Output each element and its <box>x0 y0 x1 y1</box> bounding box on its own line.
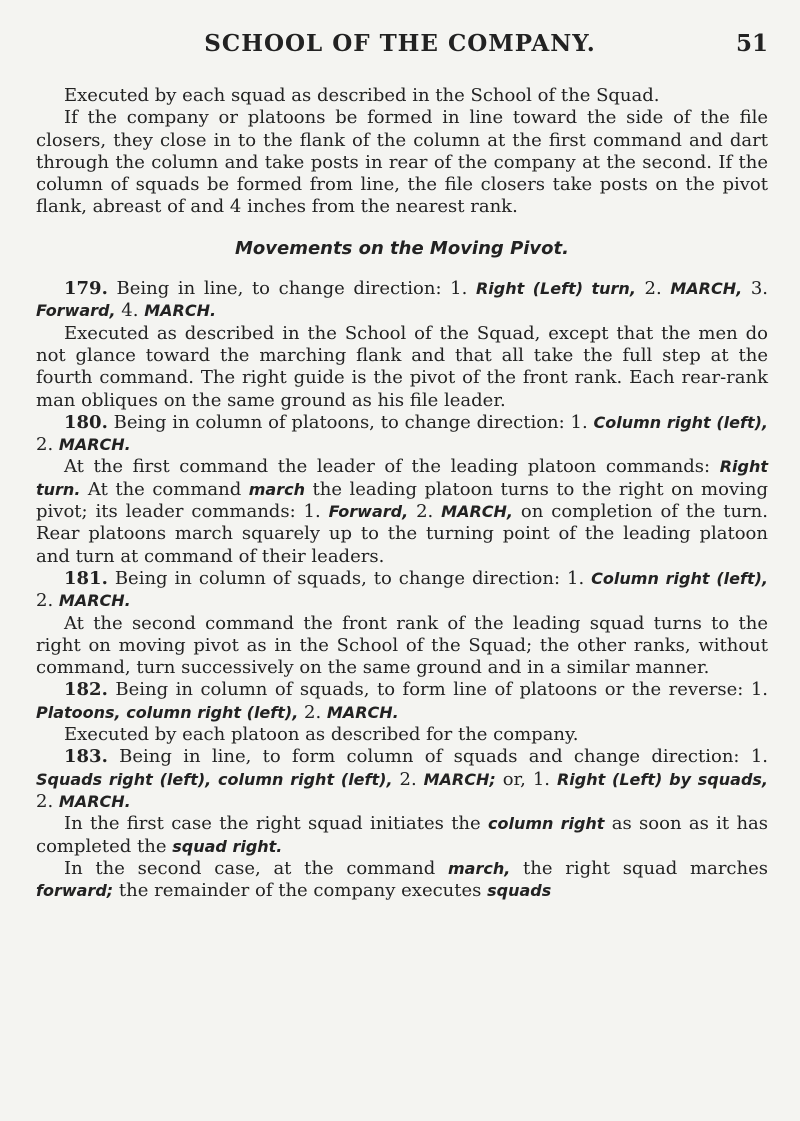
paragraph: Executed by each platoon as described for the company. <box>64 724 579 746</box>
running-head <box>0 30 800 60</box>
section-heading: Movements on the Moving Pivot. <box>235 237 569 259</box>
command-text: MARCH. <box>144 301 217 321</box>
command-text: MARCH. <box>326 702 399 722</box>
body-text <box>36 85 768 902</box>
paragraph: At the second command the front rank of the leading squad turns to the right on moving pivot as in the School of the Squad; the other ranks, without command, turn successively on the same ground and in a similar manner. <box>36 612 768 679</box>
paragraph: In the first case the right squad initiates the column right as soon as it has completed the squad right. <box>36 813 769 857</box>
command-text: MARCH; <box>423 769 496 789</box>
command-text: Right turn. <box>36 457 768 499</box>
command-text: squad right. <box>172 836 283 856</box>
command-text: MARCH. <box>58 791 131 811</box>
command-text: squads <box>487 881 552 901</box>
command-text: MARCH, <box>670 279 743 299</box>
command-text: column right <box>488 814 605 834</box>
command-text: Column right (left), <box>591 568 768 588</box>
command-text: MARCH, <box>441 502 514 522</box>
paragraph: At the first command the leader of the leading platoon commands: Right turn. At the command march the leading platoon turns to the right on moving pivot; its leader commands: 1. Forward, 2. MARCH, on completion of the turn. Rear platoons march squarely up to the turning point of the leading platoon and turn at command of their leaders. <box>36 456 768 567</box>
paragraph: In the second case, at the command march, the right squad marches forward; the remainder of the company executes squads <box>36 857 768 902</box>
paragraph: 180. Being in column of platoons, to change direction: 1. Column right (left), 2. MARCH. <box>36 411 769 456</box>
paragraph: 183. Being in line, to form column of squads and change direction: 1. Squads right (left), column right (left), 2. MARCH; or, 1. Right (Left) by squads, 2. MARCH. <box>36 746 769 812</box>
paragraph: 179. Being in line, to change direction: 1. Right (Left) turn, 2. MARCH, 3. Forward, 4. MARCH. <box>36 278 768 322</box>
command-text: Right (Left) turn, <box>475 279 636 299</box>
paragraph: Executed as described in the School of the Squad, except that the men do not glance toward the marching flank and that all take the full step at the fourth command. The right guide is the pivot of the front rank. Each rear-rank man obliques on the same ground as his file leader. <box>36 322 768 411</box>
paragraph-number: 183. <box>64 746 108 768</box>
paragraph: 182. Being in column of squads, to form line of platoons or the reverse: 1. Platoons, column right (left), 2. MARCH. <box>36 679 768 723</box>
paragraph: If the company or platoons be formed in line toward the side of the file closers, they close in to the flank of the column at the first command and dart through the column and take posts in rear of the company at the second. If the column of squads be formed from line, the file closers take posts on the pivot flank, abreast of and 4 inches from the nearest rank. <box>36 107 768 218</box>
command-text: Squads right (left), column right (left), <box>36 769 393 789</box>
paragraph-number: 182. <box>64 679 108 701</box>
command-text: Platoons, column right (left), <box>36 702 299 722</box>
command-text: march <box>248 479 305 499</box>
paragraph-number: 180. <box>64 411 108 433</box>
paragraph-number: 181. <box>64 567 108 589</box>
page-number: 51 <box>735 30 768 57</box>
command-text: Column right (left), <box>593 412 769 432</box>
running-title: SCHOOL OF THE COMPANY. <box>204 30 596 57</box>
command-text: march, <box>448 858 511 878</box>
paragraph: Executed by each squad as described in the School of the Squad. <box>64 85 660 106</box>
paragraph: 181. Being in column of squads, to change direction: 1. Column right (left), 2. MARCH. <box>36 567 768 612</box>
command-text: MARCH. <box>58 435 131 455</box>
command-text: Right (Left) by squads, <box>556 769 769 789</box>
command-text: Forward, <box>36 301 116 321</box>
command-text: MARCH. <box>58 591 131 611</box>
command-text: Forward, <box>328 502 409 522</box>
paragraph-number: 179. <box>64 278 108 300</box>
command-text: forward; <box>36 881 114 901</box>
